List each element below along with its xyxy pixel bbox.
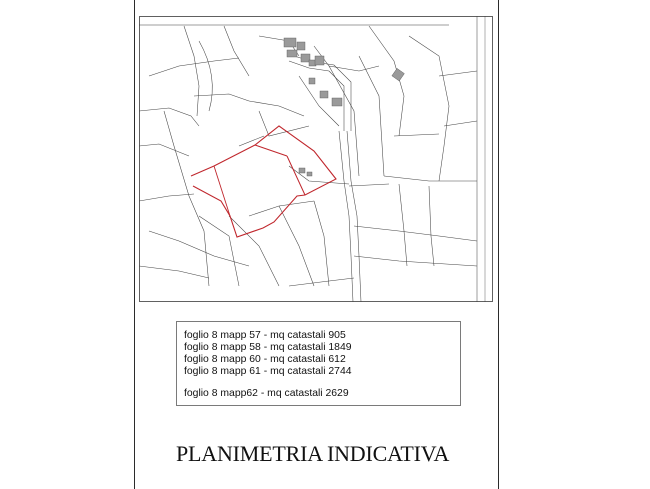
cadastral-map: [139, 16, 493, 302]
parcel-row-60: foglio 8 mapp 60 - mq catastali 612: [184, 354, 346, 365]
page-title: PLANIMETRIA INDICATIVA: [176, 441, 450, 466]
parcel-row-62: foglio 8 mapp62 - mq catastali 2629: [184, 388, 349, 399]
parcel-row-61: foglio 8 mapp 61 - mq catastali 2744: [184, 366, 352, 377]
parcel-row-58: foglio 8 mapp 58 - mq catastali 1849: [184, 342, 352, 353]
parcel-row-57: foglio 8 mapp 57 - mq catastali 905: [184, 330, 346, 341]
cadastral-map-drawing: [139, 16, 493, 302]
parcel-list-box: [176, 321, 461, 406]
